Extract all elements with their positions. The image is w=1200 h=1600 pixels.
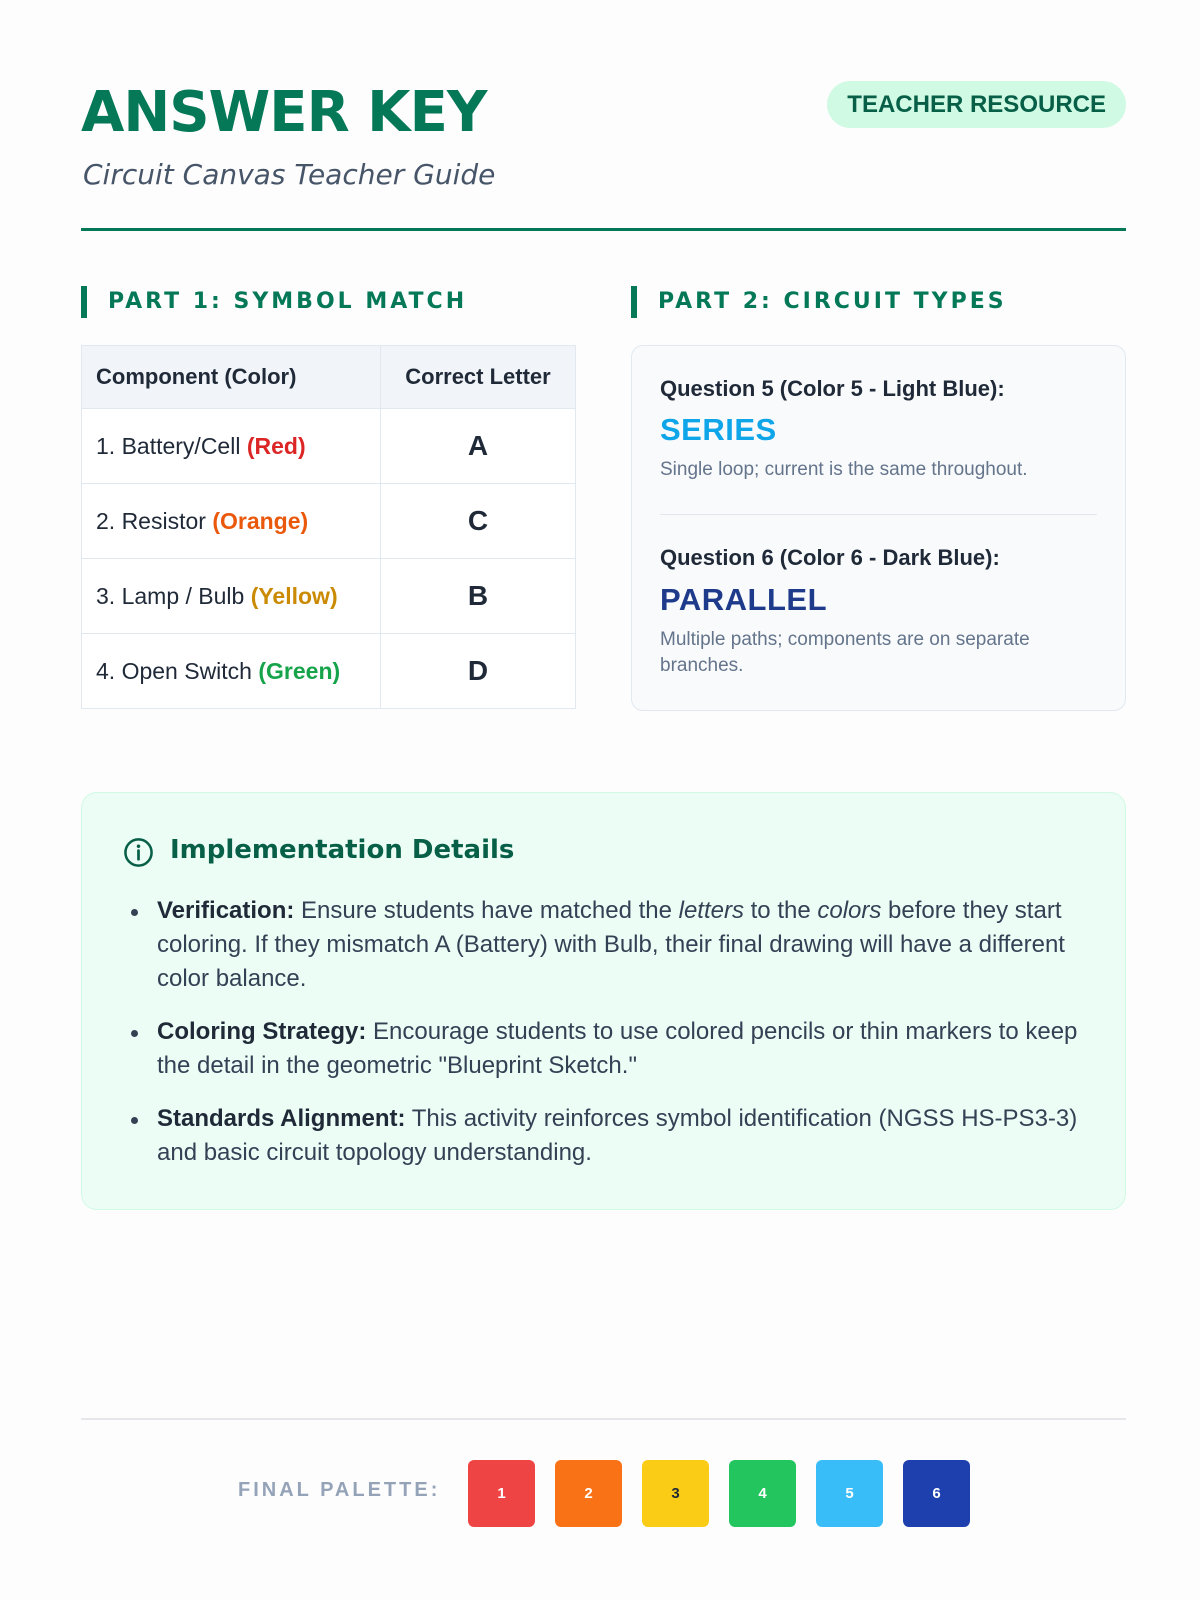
table-header-row bbox=[82, 346, 576, 409]
header-divider bbox=[81, 228, 1126, 231]
component-label: 3. Lamp / Bulb bbox=[96, 582, 245, 609]
component-cell bbox=[82, 409, 381, 484]
list-item-text: before they start coloring. If they mismatch A (Battery) with Bulb, their final drawing will have a different color balance. bbox=[157, 897, 1065, 992]
component-cell bbox=[82, 484, 381, 559]
letter-cell: D bbox=[381, 634, 576, 709]
table-row bbox=[82, 409, 576, 484]
part2-heading: PART 2: CIRCUIT TYPES bbox=[631, 286, 1007, 318]
card-divider bbox=[660, 514, 1097, 515]
component-label: 4. Open Switch bbox=[96, 657, 252, 684]
question-6-answer: PARALLEL bbox=[660, 582, 828, 617]
info-icon bbox=[123, 837, 154, 868]
list-item-text: to the bbox=[743, 897, 818, 924]
palette-label: FINAL PALETTE: bbox=[238, 1479, 441, 1501]
palette-swatch: 4 bbox=[729, 1460, 796, 1527]
question-6-description: Multiple paths; components are on separate branches. bbox=[660, 629, 1030, 676]
implementation-list bbox=[157, 894, 1092, 1189]
column-header-component: Component (Color) bbox=[82, 346, 381, 409]
symbol-match-table bbox=[81, 345, 576, 709]
page-subtitle: Circuit Canvas Teacher Guide bbox=[83, 158, 496, 191]
list-item-text: This activity reinforces symbol identification (NGSS HS-PS3-3) and basic circuit topology understanding. bbox=[157, 1105, 1078, 1166]
component-color-name: (Orange) bbox=[212, 507, 309, 534]
component-label: 2. Resistor bbox=[96, 507, 206, 534]
question-5-label: Question 5 (Color 5 - Light Blue): bbox=[660, 376, 1005, 401]
palette-swatch: 2 bbox=[555, 1460, 622, 1527]
list-item-text: Encourage students to use colored pencils or thin markers to keep the detail in the geometric "Blueprint Sketch." bbox=[157, 1018, 1078, 1079]
question-5-description: Single loop; current is the same throughout. bbox=[660, 459, 1028, 480]
list-item-term: Verification: bbox=[157, 897, 295, 924]
component-color-name: (Yellow) bbox=[250, 582, 338, 609]
implementation-details-box bbox=[81, 792, 1126, 1210]
list-item-emphasis: letters bbox=[678, 897, 744, 924]
answer-key-page bbox=[81, 0, 1126, 1600]
component-cell bbox=[82, 634, 381, 709]
palette-swatch: 3 bbox=[642, 1460, 709, 1527]
palette-swatch: 1 bbox=[468, 1460, 535, 1527]
table-row bbox=[82, 484, 576, 559]
question-5-answer: SERIES bbox=[660, 412, 777, 447]
palette-swatch: 5 bbox=[816, 1460, 883, 1527]
table-row bbox=[82, 559, 576, 634]
component-label: 1. Battery/Cell bbox=[96, 432, 241, 459]
letter-cell: C bbox=[381, 484, 576, 559]
teacher-resource-badge: TEACHER RESOURCE bbox=[827, 81, 1126, 128]
list-item-text: Ensure students have matched the bbox=[294, 897, 679, 924]
implementation-title: Implementation Details bbox=[170, 835, 515, 865]
component-color-name: (Green) bbox=[258, 657, 341, 684]
column-header-letter: Correct Letter bbox=[381, 346, 576, 409]
footer-divider bbox=[81, 1418, 1126, 1420]
letter-cell: B bbox=[381, 559, 576, 634]
letter-cell: A bbox=[381, 409, 576, 484]
question-6-label: Question 6 (Color 6 - Dark Blue): bbox=[660, 545, 1000, 570]
palette-swatch: 6 bbox=[903, 1460, 970, 1527]
list-item bbox=[157, 1102, 1092, 1170]
list-item-term: Coloring Strategy: bbox=[157, 1018, 367, 1045]
list-item bbox=[157, 1015, 1092, 1083]
part1-heading: PART 1: SYMBOL MATCH bbox=[81, 286, 467, 318]
component-color-name: (Red) bbox=[246, 432, 306, 459]
circuit-types-card bbox=[631, 345, 1126, 711]
table-row bbox=[82, 634, 576, 709]
component-cell bbox=[82, 559, 381, 634]
list-item-emphasis: colors bbox=[817, 897, 882, 924]
page-title: ANSWER KEY bbox=[81, 80, 487, 145]
list-item-term: Standards Alignment: bbox=[157, 1105, 406, 1132]
list-item bbox=[157, 894, 1092, 996]
